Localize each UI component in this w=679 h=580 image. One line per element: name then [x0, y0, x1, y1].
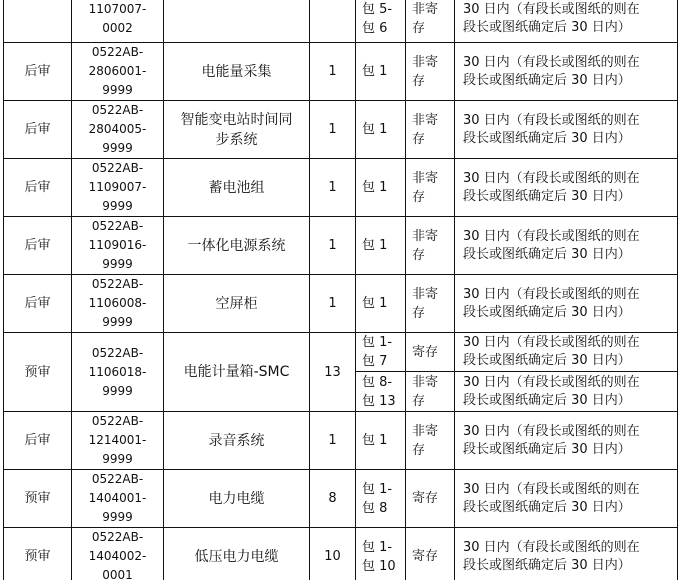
- storage-cell: 非寄 存: [406, 372, 455, 412]
- storage-cell: 寄存: [406, 528, 455, 580]
- table-row: [4, 101, 678, 159]
- review-type-cell: 后审: [4, 43, 72, 101]
- delivery-deadline-cell: 30 日内（有段长或图纸的则在 段长或图纸确定后 30 日内）: [455, 43, 678, 101]
- review-type-cell: 后审: [4, 217, 72, 275]
- delivery-deadline-cell: 30 日内（有段长或图纸的则在 段长或图纸确定后 30 日内）: [455, 372, 678, 412]
- review-type-cell: 后审: [4, 159, 72, 217]
- quantity-cell: 1: [310, 159, 356, 217]
- review-type-cell: 后审: [4, 101, 72, 159]
- package-cell: 包 5- 包 6: [356, 0, 406, 43]
- quantity-cell: 1: [310, 217, 356, 275]
- material-name-cell: 蓄电池组: [164, 159, 310, 217]
- table-row: [4, 159, 678, 217]
- package-cell: 包 1: [356, 412, 406, 470]
- material-name-cell: [164, 0, 310, 43]
- quantity-cell: 8: [310, 470, 356, 528]
- review-type-cell: 预审: [4, 470, 72, 528]
- material-name-cell: 电能计量箱-SMC: [164, 333, 310, 412]
- delivery-deadline-cell: 30 日内（有段长或图纸的则在 段长或图纸确定后 30 日内）: [455, 528, 678, 580]
- storage-cell: 非寄 存: [406, 101, 455, 159]
- review-type-cell: 后审: [4, 412, 72, 470]
- material-code-cell: 0522AB- 1404002- 0001: [72, 528, 164, 580]
- package-cell: 包 1- 包 8: [356, 470, 406, 528]
- delivery-deadline-cell: 30 日内（有段长或图纸的则在 段长或图纸确定后 30 日内）: [455, 275, 678, 333]
- review-type-cell: 预审: [4, 333, 72, 412]
- table-row: [4, 43, 678, 101]
- delivery-deadline-cell: 30 日内（有段长或图纸的则在 段长或图纸确定后 30 日内）: [455, 412, 678, 470]
- delivery-deadline-cell: 30 日内（有段长或图纸的则在 段长或图纸确定后 30 日内）: [455, 217, 678, 275]
- delivery-deadline-cell: 30 日内（有段长或图纸的则在 段长或图纸确定后 30 日内）: [455, 333, 678, 372]
- delivery-deadline-cell: 30 日内（有段长或图纸的则在 段长或图纸确定后 30 日内）: [455, 101, 678, 159]
- package-cell: 包 1- 包 7: [356, 333, 406, 372]
- storage-cell: 非寄 存: [406, 275, 455, 333]
- package-cell: 包 1: [356, 159, 406, 217]
- table-row: [4, 275, 678, 333]
- material-code-cell: 0522AB- 1109016- 9999: [72, 217, 164, 275]
- storage-cell: 非寄 存: [406, 43, 455, 101]
- package-cell: 包 1: [356, 275, 406, 333]
- storage-cell: 非寄 存: [406, 217, 455, 275]
- storage-cell: 寄存: [406, 470, 455, 528]
- material-name-cell: 电能量采集: [164, 43, 310, 101]
- package-cell: 包 8- 包 13: [356, 372, 406, 412]
- package-cell: 包 1: [356, 217, 406, 275]
- material-code-cell: 0522AB- 1404001- 9999: [72, 470, 164, 528]
- package-cell: 包 1- 包 10: [356, 528, 406, 580]
- review-type-cell: 预审: [4, 528, 72, 580]
- material-name-cell: 一体化电源系统: [164, 217, 310, 275]
- material-name-cell: 录音系统: [164, 412, 310, 470]
- procurement-table: [3, 0, 678, 580]
- material-name-cell: 电力电缆: [164, 470, 310, 528]
- delivery-deadline-cell: 30 日内（有段长或图纸的则在 段长或图纸确定后 30 日内）: [455, 159, 678, 217]
- material-code-cell: 0522AB- 1106018- 9999: [72, 333, 164, 412]
- table-row: [4, 412, 678, 470]
- table-body: [4, 0, 678, 580]
- material-code-cell: 0522AB- 1109007- 9999: [72, 159, 164, 217]
- quantity-cell: 1: [310, 101, 356, 159]
- package-cell: 包 1: [356, 43, 406, 101]
- quantity-cell: 1: [310, 43, 356, 101]
- material-code-cell: 0522AB- 1106008- 9999: [72, 275, 164, 333]
- material-code-cell: 0522AB- 2804005- 9999: [72, 101, 164, 159]
- package-cell: 包 1: [356, 101, 406, 159]
- material-name-cell: 低压电力电缆: [164, 528, 310, 580]
- material-name-cell: 智能变电站时间同 步系统: [164, 101, 310, 159]
- review-type-cell: [4, 0, 72, 43]
- table-row: [4, 217, 678, 275]
- quantity-cell: [310, 0, 356, 43]
- table-row: [4, 333, 678, 372]
- table-row: [4, 528, 678, 580]
- quantity-cell: 1: [310, 412, 356, 470]
- storage-cell: 非寄 存: [406, 0, 455, 43]
- storage-cell: 寄存: [406, 333, 455, 372]
- material-code-cell: 0522AB- 1214001- 9999: [72, 412, 164, 470]
- quantity-cell: 1: [310, 275, 356, 333]
- quantity-cell: 13: [310, 333, 356, 412]
- material-name-cell: 空屏柜: [164, 275, 310, 333]
- delivery-deadline-cell: 30 日内（有段长或图纸的则在 段长或图纸确定后 30 日内）: [455, 0, 678, 43]
- review-type-cell: 后审: [4, 275, 72, 333]
- quantity-cell: 10: [310, 528, 356, 580]
- storage-cell: 非寄 存: [406, 412, 455, 470]
- table-row: [4, 0, 678, 43]
- material-code-cell: 1107007- 0002: [72, 0, 164, 43]
- storage-cell: 非寄 存: [406, 159, 455, 217]
- material-code-cell: 0522AB- 2806001- 9999: [72, 43, 164, 101]
- delivery-deadline-cell: 30 日内（有段长或图纸的则在 段长或图纸确定后 30 日内）: [455, 470, 678, 528]
- table-row: [4, 470, 678, 528]
